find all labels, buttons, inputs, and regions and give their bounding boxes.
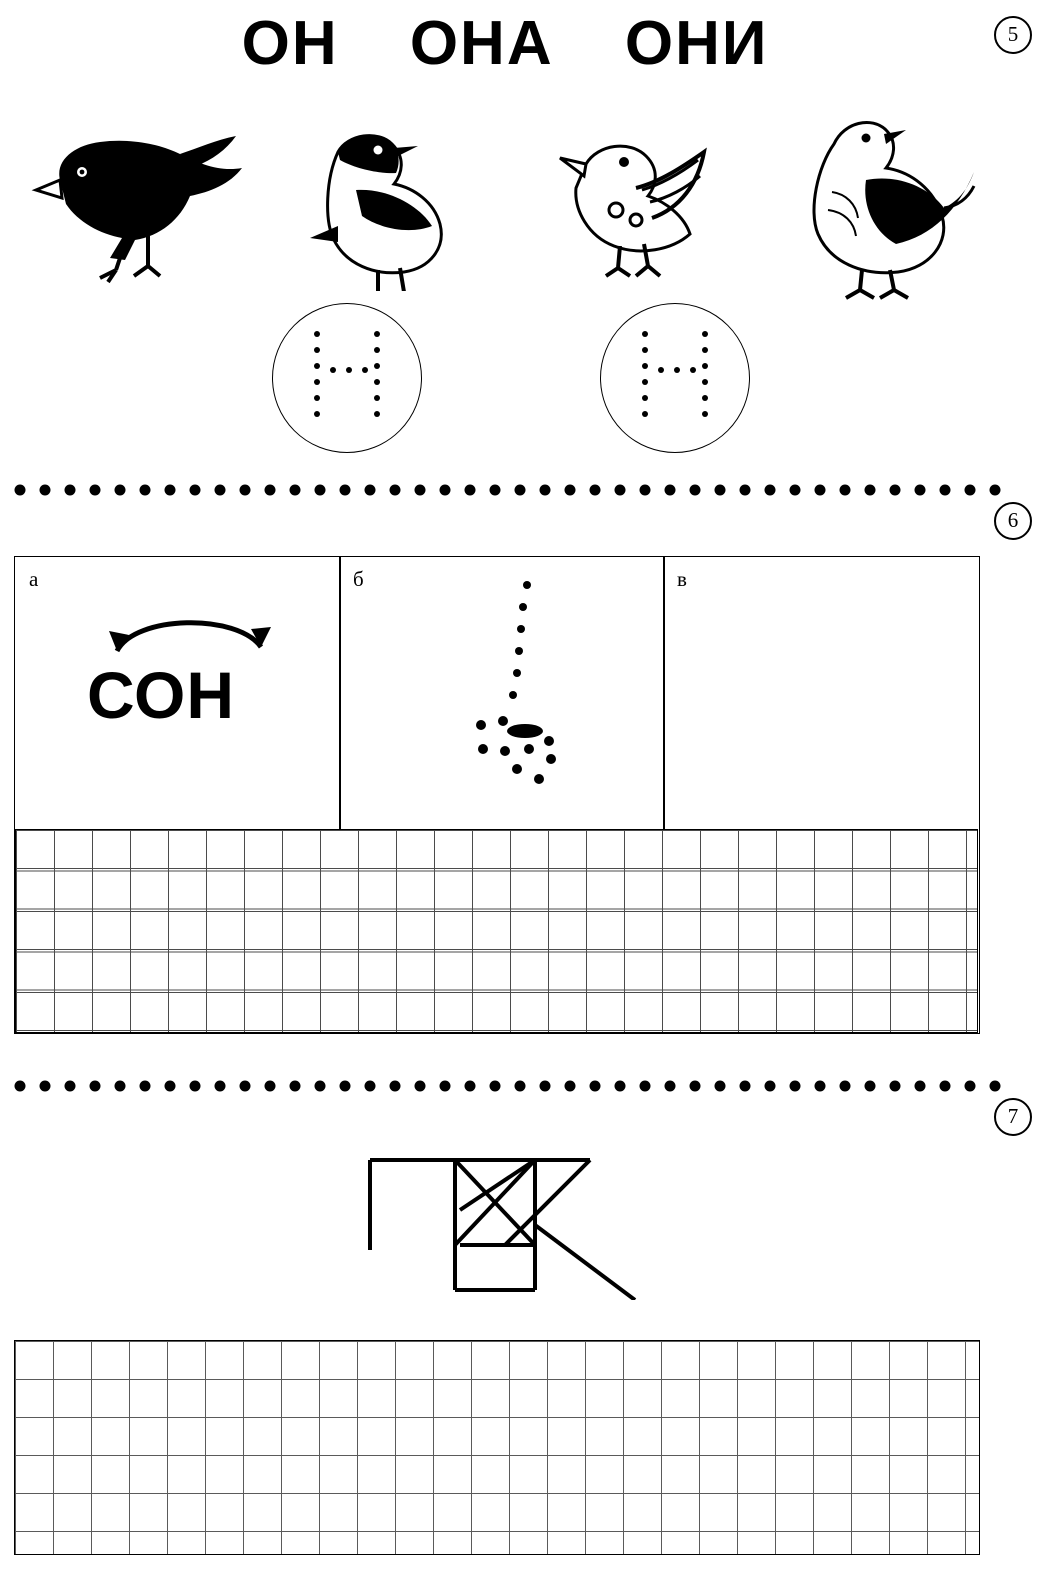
- dotted-letter-n-2: [601, 304, 749, 452]
- dotted-figure: [445, 573, 605, 823]
- column-divider-2: [663, 557, 665, 829]
- task6-frame: [14, 556, 980, 1034]
- dotted-separator-2: [14, 1080, 1014, 1092]
- exercise-number-5: 5: [994, 16, 1032, 54]
- pronoun-title-row: [0, 8, 1010, 79]
- crow-icon: [30, 110, 250, 290]
- birds-row: [0, 100, 1010, 300]
- pigeon-icon: [762, 100, 977, 300]
- word-oni: ОНИ: [624, 9, 769, 78]
- dotted-letter-circle-2[interactable]: [600, 303, 750, 453]
- column-label-a: а: [29, 567, 39, 591]
- dotted-separator-1: [14, 484, 1014, 496]
- exercise-number-7: 7: [994, 1098, 1032, 1136]
- writing-grid-task6[interactable]: [15, 829, 978, 1033]
- exercise-number-6: 6: [994, 502, 1032, 540]
- dotted-letter-circle-1[interactable]: [272, 303, 422, 453]
- angular-pattern-figure: [350, 1150, 650, 1300]
- column-label-v: в: [677, 567, 687, 591]
- writing-grid-task7[interactable]: [14, 1340, 980, 1555]
- tit-icon: [282, 116, 462, 291]
- sparrow-icon: [532, 124, 712, 284]
- word-son: СОН: [87, 658, 236, 732]
- column-label-b: б: [353, 567, 364, 591]
- word-ona: ОНА: [409, 9, 554, 78]
- curved-arrow-icon: [101, 605, 281, 661]
- dotted-letter-n-1: [273, 304, 421, 452]
- word-on: ОН: [241, 9, 339, 78]
- column-divider-1: [339, 557, 341, 829]
